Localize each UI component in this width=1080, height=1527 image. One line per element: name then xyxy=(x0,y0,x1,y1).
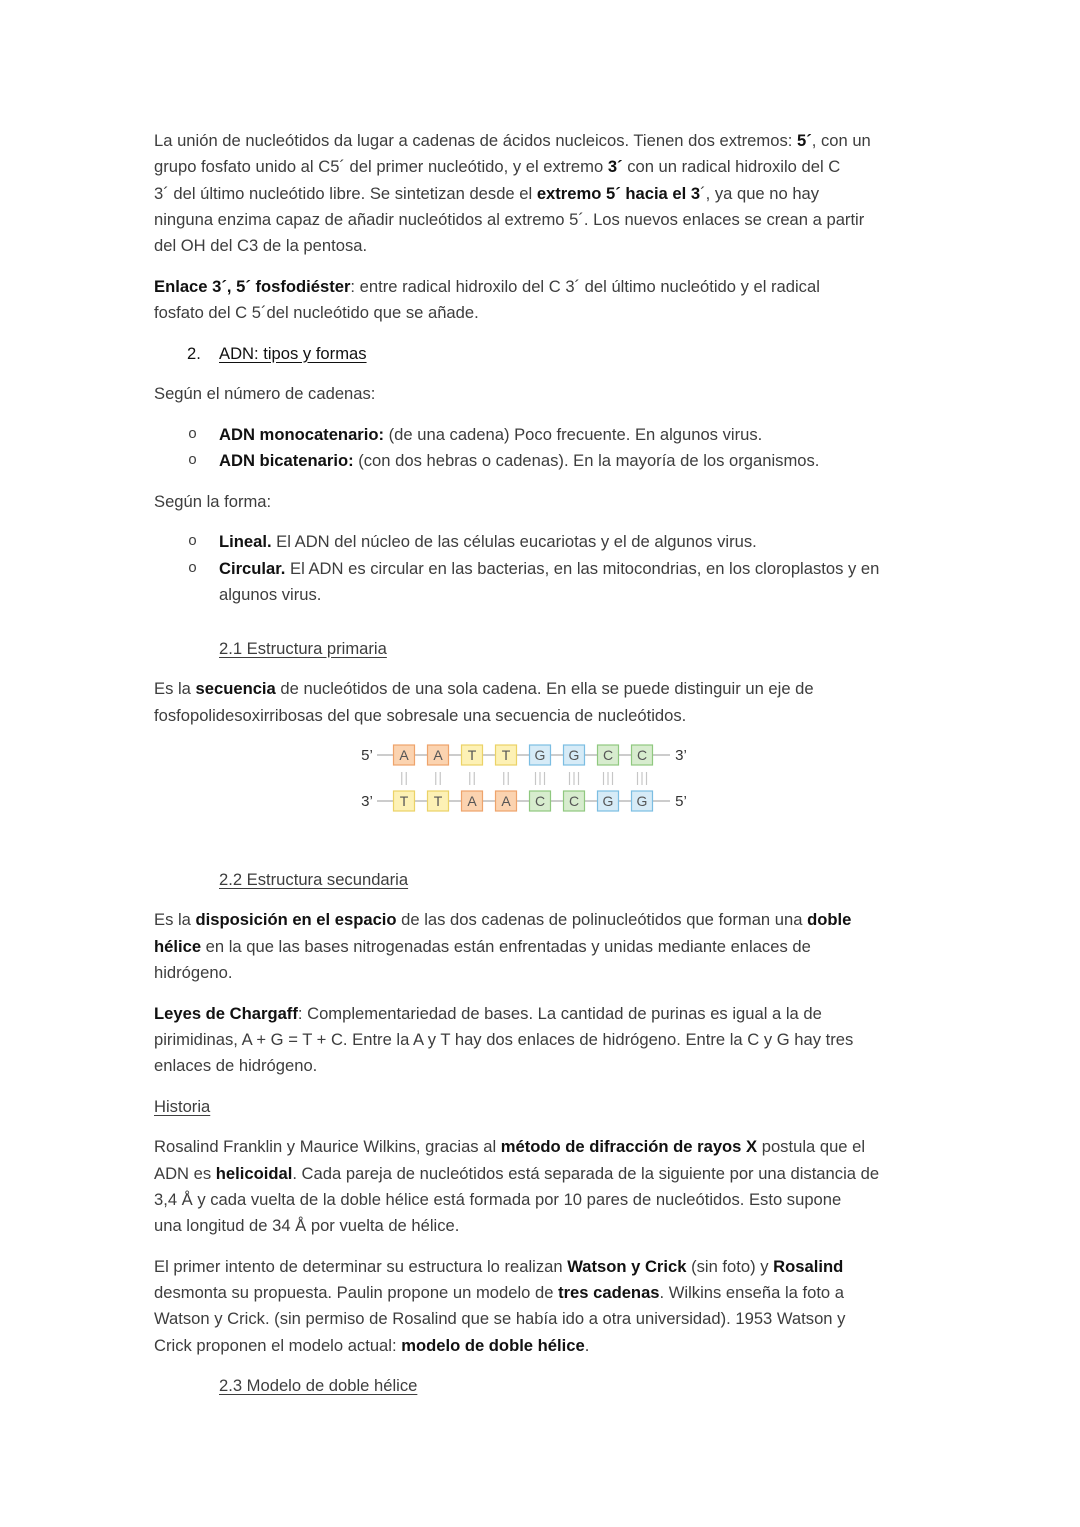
bottom-base-letter-C: C xyxy=(568,793,580,810)
top-base-letter-G: G xyxy=(568,747,580,764)
subheading-title: 2.3 Modelo de doble hélice xyxy=(219,1376,418,1396)
text-run: (sin foto) y xyxy=(686,1256,774,1276)
text-line xyxy=(154,1053,1034,1079)
text-line xyxy=(154,1213,1034,1239)
text-line xyxy=(154,960,1034,986)
text-line xyxy=(154,154,1034,180)
list-item xyxy=(154,556,1034,609)
text-run: enlaces de hidrógeno. xyxy=(154,1056,318,1076)
bottom-base-letter-T: T xyxy=(399,793,409,810)
text-run: Es la xyxy=(154,910,196,930)
dna-sequence-diagram xyxy=(350,743,700,823)
bottom-base-letter-C: C xyxy=(534,793,546,810)
bullet-icon: o xyxy=(188,559,198,577)
history-title: Historia xyxy=(154,1096,211,1116)
bold-term: Lineal. xyxy=(219,532,272,552)
text-line xyxy=(154,703,1034,729)
top-base-letter-C: C xyxy=(602,747,614,764)
text-line xyxy=(154,1187,1034,1213)
bold-term: disposición en el espacio xyxy=(195,910,397,930)
top-base-letter-A: A xyxy=(433,747,443,764)
paragraph-secondary-structure xyxy=(154,907,1034,986)
text-run: : entre radical hidroxilo del C 3´ del último nucleótido y el radical xyxy=(350,276,820,296)
text-line xyxy=(154,1134,1034,1160)
text-run: , con un xyxy=(811,131,871,150)
text-run: Rosalind Franklin y Maurice Wilkins, gracias al xyxy=(154,1137,501,1157)
section-number: 2. xyxy=(187,343,201,363)
text-run: hidrógeno. xyxy=(154,962,233,982)
bold-term: secuencia xyxy=(195,679,276,699)
list-by-chains xyxy=(154,422,1034,475)
text-line xyxy=(154,128,1034,154)
paragraph-chargaff-laws xyxy=(154,1001,1034,1080)
bold-term: Enlace 3´, 5´ fosfodiéster xyxy=(154,276,351,296)
text-line xyxy=(154,207,1034,233)
list-item xyxy=(154,529,1034,555)
bold-term: Circular. xyxy=(219,558,286,578)
document-body xyxy=(154,128,1034,1414)
text-run: 3´ del último nucleótido libre. Se sintetizan desde el xyxy=(154,183,537,203)
bottom-base-letter-G: G xyxy=(636,793,648,810)
text-run: algunos virus. xyxy=(219,584,322,604)
text-run: . Wilkins enseña la foto a xyxy=(659,1283,844,1303)
text-run: . Cada pareja de nucleótidos está separada de la siguiente por una distancia de xyxy=(292,1163,880,1183)
top-strand-end-label: 3’ xyxy=(675,747,687,765)
text-run: en la que las bases nitrogenadas están enfrentadas y unidas mediante enlaces de xyxy=(201,936,811,956)
bold-term: doble xyxy=(807,910,852,930)
bullet-icon: o xyxy=(188,425,198,443)
text-run: La unión de nucleótidos da lugar a cadenas de ácidos nucleicos. Tienen dos extremos: xyxy=(154,131,797,150)
text-run: de las dos cadenas de polinucleótidos que forman una xyxy=(396,910,808,930)
paragraph-phosphodiester-bond xyxy=(154,274,1034,327)
text-run: 3,4 Å y cada vuelta de la doble hélice está formada por 10 pares de nucleótidos. Esto supone xyxy=(154,1189,842,1209)
bottom-base-letter-G: G xyxy=(602,793,614,810)
text-line xyxy=(154,1306,1034,1332)
text-run: grupo fosfato unido al C5´ del primer nucleótido, y el extremo xyxy=(154,157,608,177)
text-line xyxy=(154,1027,1034,1053)
text-line xyxy=(219,529,1034,555)
paragraph-by-shape-intro xyxy=(154,489,1034,515)
text-run: fosfato del C 5´del nucleótido que se añade. xyxy=(154,303,479,323)
paragraph-watson-crick xyxy=(154,1254,1034,1359)
top-base-letter-G: G xyxy=(534,747,546,764)
text-run: Según la forma: xyxy=(154,491,272,511)
subheading-secondary-structure xyxy=(154,867,1034,893)
bold-term: Watson y Crick xyxy=(567,1256,687,1276)
text-line xyxy=(219,448,1034,474)
bold-term: 3´ xyxy=(607,157,623,177)
subheading-title: 2.2 Estructura secundaria xyxy=(219,869,409,889)
bold-term: ADN monocatenario: xyxy=(219,424,385,444)
bold-term: Rosalind xyxy=(773,1256,844,1276)
top-strand-start-label: 5’ xyxy=(361,747,373,765)
list-item xyxy=(154,448,1034,474)
text-run: Es la xyxy=(154,679,196,699)
bottom-base-letter-T: T xyxy=(433,793,443,810)
text-run: postula que el xyxy=(757,1137,866,1157)
text-line xyxy=(219,556,1034,582)
paragraph-by-chains-intro xyxy=(154,381,1034,407)
text-run: ADN es xyxy=(154,1163,216,1183)
subheading-double-helix-model xyxy=(154,1373,1034,1399)
bold-term: extremo 5´ hacia el 3 xyxy=(536,183,701,203)
text-run: ninguna enzima capaz de añadir nucleótidos al extremo 5´. Los nuevos enlaces se crean a partir xyxy=(154,209,865,229)
top-base-letter-T: T xyxy=(501,747,511,764)
text-run: Crick proponen el modelo actual: xyxy=(154,1335,402,1355)
text-line xyxy=(154,181,1034,207)
top-base-letter-C: C xyxy=(636,747,648,764)
subheading-title: 2.1 Estructura primaria xyxy=(219,638,387,658)
bold-term: helicoidal xyxy=(215,1163,293,1183)
section-heading-dna-types xyxy=(154,341,1034,367)
text-run: fosfopolidesoxirribosas del que sobresale una secuencia de nucleótidos. xyxy=(154,705,687,725)
bottom-base-letter-A: A xyxy=(501,793,511,810)
text-run: (con dos hebras o cadenas). En la mayoría de los organismos. xyxy=(353,451,820,471)
text-run: de nucleótidos de una sola cadena. En ella se puede distinguir un eje de xyxy=(275,679,814,699)
text-line xyxy=(219,422,1034,448)
text-run: desmonta su propuesta. Paulin propone un modelo de xyxy=(154,1283,559,1303)
bold-term: Leyes de Chargaff xyxy=(154,1003,298,1023)
text-line xyxy=(154,1161,1034,1187)
top-base-letter-T: T xyxy=(467,747,477,764)
text-line xyxy=(154,676,1034,702)
text-line xyxy=(154,934,1034,960)
text-run: ´, ya que no hay xyxy=(700,183,820,203)
text-line xyxy=(154,1280,1034,1306)
text-line xyxy=(154,907,1034,933)
text-line xyxy=(219,582,1034,608)
text-line xyxy=(154,1254,1034,1280)
bullet-icon: o xyxy=(188,533,198,551)
bold-term: ADN bicatenario: xyxy=(219,451,354,471)
bold-term: modelo de doble hélice xyxy=(401,1335,585,1355)
history-label xyxy=(154,1094,1034,1120)
text-run: una longitud de 34 Å por vuelta de hélice. xyxy=(154,1216,460,1236)
section-title: ADN: tipos y formas xyxy=(219,343,367,363)
text-run: El primer intento de determinar su estructura lo realizan xyxy=(154,1256,568,1276)
paragraph-primary-structure xyxy=(154,676,1034,729)
text-run: con un radical hidroxilo del C xyxy=(622,157,841,177)
text-line xyxy=(154,300,1034,326)
text-run: : Complementariedad de bases. La cantidad de purinas es igual a la de xyxy=(297,1003,822,1023)
text-run: El ADN del núcleo de las células eucariotas y el de algunos virus. xyxy=(271,532,757,552)
text-run: pirimidinas, A + G = T + C. Entre la A y T hay dos enlaces de hidrógeno. Entre la C y G hay tres xyxy=(154,1029,854,1049)
text-line xyxy=(154,1094,1034,1120)
paragraph-nucleic-acid-chains xyxy=(154,128,1034,259)
bold-term: 5´ xyxy=(796,131,812,150)
bottom-strand-end-label: 5’ xyxy=(675,793,687,811)
text-line xyxy=(154,381,1034,407)
dna-diagram-container xyxy=(154,743,1034,867)
text-run: del OH del C3 de la pentosa. xyxy=(154,236,368,256)
text-line xyxy=(154,489,1034,515)
bottom-strand-start-label: 3’ xyxy=(361,793,373,811)
bullet-icon: o xyxy=(188,452,198,470)
text-line xyxy=(154,1333,1034,1359)
text-run: (de una cadena) Poco frecuente. En algunos virus. xyxy=(384,424,763,444)
text-run: Según el número de cadenas: xyxy=(154,384,376,404)
text-run: El ADN es circular en las bacterias, en las mitocondrias, en los cloroplastos y en xyxy=(285,558,880,578)
bold-term: método de difracción de rayos X xyxy=(500,1137,758,1157)
subheading-primary-structure xyxy=(154,636,1034,662)
bold-term: hélice xyxy=(154,936,202,956)
list-by-shape xyxy=(154,529,1034,608)
bottom-base-letter-A: A xyxy=(467,793,477,810)
list-item xyxy=(154,422,1034,448)
paragraph-franklin-wilkins xyxy=(154,1134,1034,1239)
text-line xyxy=(154,233,1034,259)
text-run: . xyxy=(584,1335,590,1355)
text-line xyxy=(154,1001,1034,1027)
text-run: Watson y Crick. (sin permiso de Rosalind que se había ido a otra universidad). 1953 Watson y xyxy=(154,1309,846,1329)
text-line xyxy=(154,274,1034,300)
top-base-letter-A: A xyxy=(399,747,409,764)
bold-term: tres cadenas xyxy=(558,1283,660,1303)
